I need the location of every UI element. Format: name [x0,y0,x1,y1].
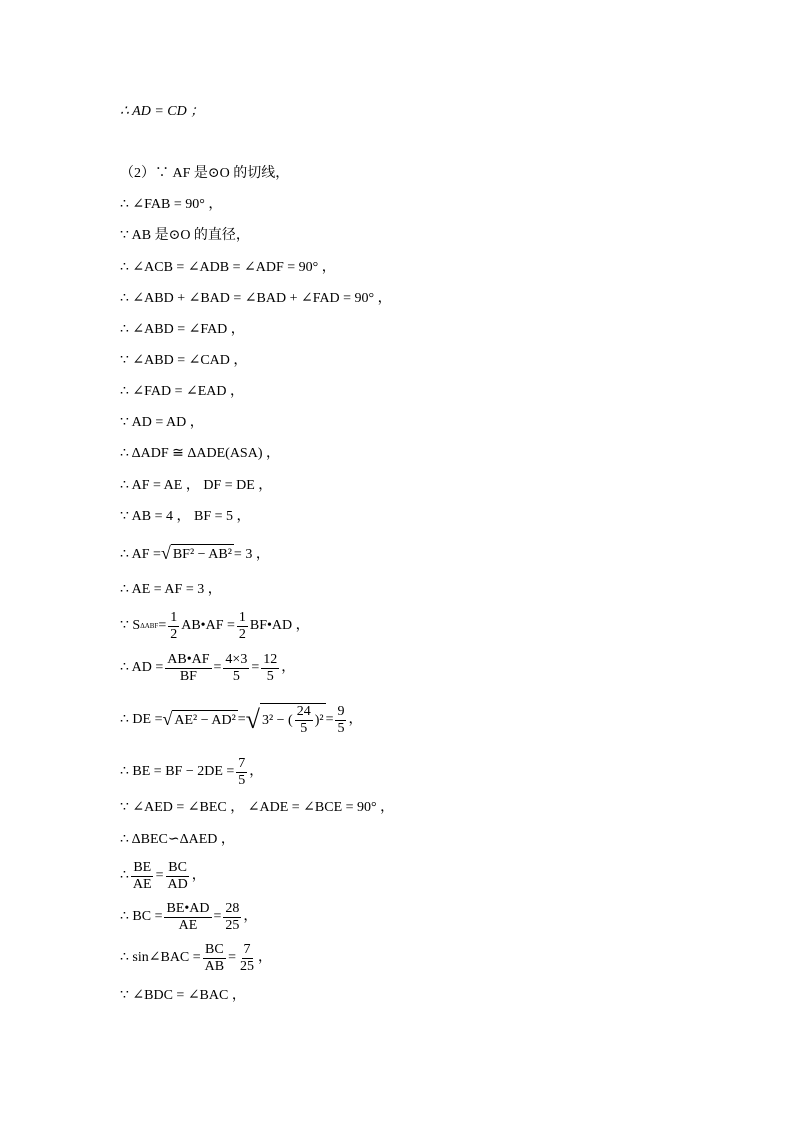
text: = [213,660,222,675]
line-17 [120,651,295,685]
denominator: 2 [170,626,178,642]
denominator: AB [204,958,225,974]
numerator: 7 [238,755,246,771]
fraction [165,652,211,685]
sqrt-expression: √ BF² − AB² [160,543,232,563]
text: ∴ ∠FAD = ∠EAD ， [120,384,245,399]
fraction [164,901,211,934]
denominator: 5 [337,720,345,736]
radicand: BF² − AB² [171,544,234,565]
text: ∵ AD = AD ， [120,415,204,430]
text: 3² − ( [261,712,293,728]
denominator: 2 [238,626,246,642]
fraction [223,901,241,934]
denominator: 25 [225,917,240,933]
text: ， [249,764,264,779]
fraction [203,942,226,975]
line-18 [120,700,362,740]
text: AB•AF = [181,618,235,633]
line-14 [120,544,270,565]
text: ∴ ΔADF ≅ ΔADE(ASA) ， [120,446,280,461]
text: ∴ ∠ACB = ∠ADB = ∠ADF = 90° ， [120,260,336,275]
line-3 [120,195,222,215]
text: BF•AD ， [249,618,310,633]
line-6 [120,289,392,309]
fraction [237,610,248,643]
text: = [158,618,167,633]
line-1 [120,102,204,122]
text: ∴ [120,868,129,883]
radicand: AE² − AD² [172,710,237,731]
line-24 [120,940,272,976]
line-22 [120,858,206,894]
text: = [228,950,237,965]
text: ∵ ∠ABD = ∠CAD ， [120,353,248,368]
fraction [236,756,247,789]
numerator: 1 [170,609,178,625]
text: ， [258,950,273,965]
numerator: 24 [296,704,311,719]
text: = [155,868,164,883]
text: ∴ AE = AF = 3 ， [120,582,222,597]
numerator: BE [133,859,152,875]
line-21 [120,830,235,850]
sqrt-expression: √ 3² − ( $\frac{24}{5}$ )² [245,704,324,736]
denominator: 5 [232,668,240,684]
subscript: ΔABF [140,622,159,630]
text: ∴ ∠FAB = 90° ， [120,197,223,212]
text: ∴ AF = AE ， DF = DE ， [120,478,273,493]
denominator: AE [132,876,152,892]
line-4 [120,226,250,246]
denominator: 5 [266,668,274,684]
numerator: AB•AF [167,651,210,667]
numerator: 28 [225,900,240,916]
numerator: BC [205,941,224,957]
text: ， [191,868,206,883]
fraction [168,610,179,643]
numerator: BC [168,859,187,875]
text: ∴ sin∠BAC = [120,950,201,965]
text: ， [243,909,258,924]
line-16 [120,609,310,643]
denominator: AD [167,876,188,892]
line-20 [120,798,394,818]
numerator: 7 [243,941,251,957]
denominator: BF [179,668,197,684]
line-25 [120,986,246,1006]
text: = [237,712,246,727]
line-15 [120,580,222,600]
numerator: 4×3 [225,651,248,667]
fraction [335,704,346,737]
numerator: 1 [238,609,246,625]
text: ∴ AD = CD ； [120,104,205,119]
denominator: AE [178,917,198,933]
sqrt-expression: √ AE² − AD² [162,708,236,729]
line-7 [120,320,245,340]
line-19 [120,755,263,789]
text: = [213,909,222,924]
line-23 [120,899,257,935]
line-13 [120,507,251,527]
text: ∵ S [120,618,141,633]
line-10 [120,413,204,433]
text: ∵ ∠AED = ∠BEC ， ∠ADE = ∠BCE = 90° ， [120,800,395,815]
numerator: 9 [337,703,345,719]
text: ∴ ∠ABD = ∠FAD ， [120,322,245,337]
text: ∴ BC = [120,909,163,924]
line-12 [120,476,272,496]
fraction [238,942,256,975]
fraction [261,652,279,685]
text: ∴ DE = [120,712,163,727]
line-11 [120,444,280,464]
line-2 [120,164,289,184]
denominator: 5 [300,721,308,736]
text: = [251,660,260,675]
fraction [223,652,249,685]
numerator: BE•AD [166,900,210,916]
text: )² [314,712,324,728]
text: ∴ ΔBEC∽ΔAED ， [120,832,235,847]
line-5 [120,258,336,278]
fraction [166,860,190,893]
text: ∴ AD = [120,660,164,675]
text: ， [348,712,363,727]
text: ∴ BE = BF − 2DE = [120,764,235,779]
fraction [295,704,313,737]
text: = 3 ， [233,546,270,562]
line-8 [120,351,247,371]
text: = [325,712,334,727]
text: ∴ AF = [120,546,161,562]
denominator: 5 [238,772,246,788]
denominator: 25 [240,958,255,974]
text: ∵ ∠BDC = ∠BAC ， [120,988,246,1003]
numerator: 12 [263,651,278,667]
text: ∴ ∠ABD + ∠BAD = ∠BAD + ∠FAD = 90° ， [120,291,392,306]
text: ， [281,660,296,675]
fraction [131,860,154,893]
text: （2）∵ AF 是⊙O 的切线， [120,166,290,181]
line-9 [120,382,244,402]
text: ∵ AB 是⊙O 的直径， [120,228,250,243]
text: ∵ AB = 4 ， BF = 5 ， [120,509,251,524]
